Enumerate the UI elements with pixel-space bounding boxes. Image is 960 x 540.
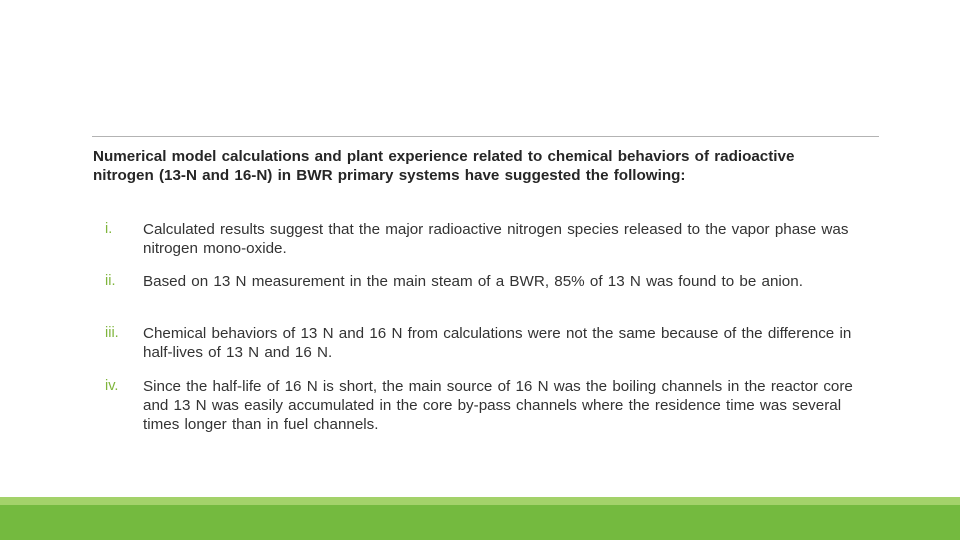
list-item-text: Since the half-life of 16 N is short, the main source of 16 N was the boiling channels in the reactor core and 13 N was easily accumulated in the core by-pass channels where the residence time was several times longer than in fuel channels.: [143, 378, 853, 433]
list-marker: i.: [105, 221, 113, 237]
title-divider-line: [92, 136, 879, 137]
list-item-text: Based on 13 N measurement in the main steam of a BWR, 85% of 13 N was found to be anion.: [143, 273, 803, 290]
intro-paragraph: Numerical model calculations and plant experience related to chemical behaviors of radioactive nitrogen (13-N and 16-N) in BWR primary systems have suggested the following:: [93, 148, 795, 184]
list-item: [105, 272, 875, 291]
list-item: [105, 220, 875, 258]
list-item: [105, 377, 875, 434]
list-item-text: Chemical behaviors of 13 N and 16 N from calculations were not the same because of the difference in half-lives of 13 N and 16 N.: [143, 325, 852, 361]
list-item-text: Calculated results suggest that the major radioactive nitrogen species released to the vapor phase was nitrogen mono-oxide.: [143, 221, 849, 257]
footer-bar: [0, 505, 960, 540]
footer-accent-stripe: [0, 497, 960, 505]
list-marker: iv.: [105, 378, 119, 394]
list-item: [105, 324, 875, 362]
list-marker: ii.: [105, 273, 116, 289]
list-marker: iii.: [105, 325, 119, 341]
